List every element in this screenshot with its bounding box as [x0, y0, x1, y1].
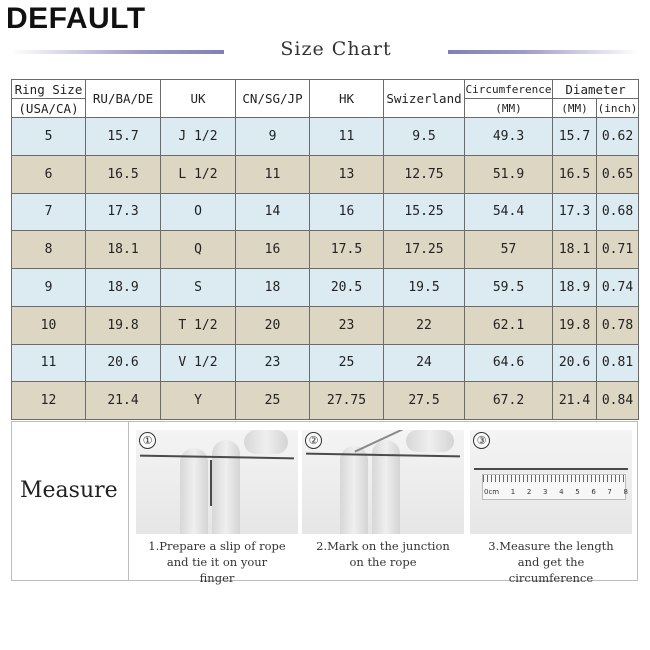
- step-3-number: ③: [473, 432, 490, 449]
- ruler-label: 0cm: [484, 488, 500, 496]
- brand-logo-text: DEFAULT: [6, 2, 146, 35]
- table-cell: 20: [236, 306, 310, 344]
- step-2-caption-line-1: 2.Mark on the junction: [316, 539, 450, 553]
- table-cell: 25: [310, 344, 384, 382]
- header-switzerland: Swizerland: [384, 80, 465, 118]
- header-ru: RU/BA/DE: [86, 80, 161, 118]
- table-cell: 19.8: [553, 306, 597, 344]
- finger-top: [244, 430, 288, 454]
- table-cell: 11: [310, 118, 384, 156]
- table-cell: 21.4: [553, 382, 597, 420]
- table-cell: 18.9: [86, 269, 161, 307]
- table-cell: 16: [310, 193, 384, 231]
- table-cell: Q: [161, 231, 236, 269]
- finger-left: [340, 446, 368, 534]
- table-cell: 11: [12, 344, 86, 382]
- table-cell: 16: [236, 231, 310, 269]
- step-2-number: ②: [305, 432, 322, 449]
- step-3-caption-line-3: circumference: [508, 571, 594, 585]
- measure-panel: [11, 421, 638, 585]
- step-1-illustration: [136, 430, 298, 534]
- table-cell: 25: [236, 382, 310, 420]
- table-row: [12, 231, 639, 269]
- table-cell: 22: [384, 306, 465, 344]
- title-bar-right: [448, 50, 638, 54]
- table-cell: 24: [384, 344, 465, 382]
- table-cell: 5: [12, 118, 86, 156]
- table-cell: 23: [310, 306, 384, 344]
- table-cell: Y: [161, 382, 236, 420]
- table-cell: 18.9: [553, 269, 597, 307]
- step-3-caption-line-1: 3.Measure the length: [488, 539, 614, 553]
- ruler-label: 6: [591, 488, 596, 496]
- table-cell: 67.2: [465, 382, 553, 420]
- table-cell: 0.71: [597, 231, 639, 269]
- step-3-caption-line-2: and get the: [517, 555, 585, 569]
- step-3-illustration: [470, 430, 632, 534]
- table-cell: 12.75: [384, 155, 465, 193]
- size-chart-body: [12, 118, 639, 420]
- table-cell: 23: [236, 344, 310, 382]
- table-cell: 18.1: [86, 231, 161, 269]
- ruler-label: 7: [607, 488, 612, 496]
- table-cell: 20.6: [553, 344, 597, 382]
- table-cell: J 1/2: [161, 118, 236, 156]
- step-1-caption: [132, 538, 302, 586]
- table-cell: 0.68: [597, 193, 639, 231]
- table-cell: 8: [12, 231, 86, 269]
- table-cell: 7: [12, 193, 86, 231]
- title-bar-left: [12, 50, 224, 54]
- table-cell: L 1/2: [161, 155, 236, 193]
- table-row: [12, 155, 639, 193]
- table-row: [12, 306, 639, 344]
- table-cell: 51.9: [465, 155, 553, 193]
- table-cell: 15.25: [384, 193, 465, 231]
- table-row: [12, 344, 639, 382]
- table-cell: 9.5: [384, 118, 465, 156]
- header-hk: HK: [310, 80, 384, 118]
- ruler-label: 1: [510, 488, 516, 496]
- table-cell: 20.6: [86, 344, 161, 382]
- table-cell: 0.81: [597, 344, 639, 382]
- table-cell: 0.65: [597, 155, 639, 193]
- table-cell: 6: [12, 155, 86, 193]
- header-diameter: Diameter: [553, 80, 639, 99]
- ruler-label: 8: [623, 488, 628, 496]
- header-uk: UK: [161, 80, 236, 118]
- step-1-number: ①: [139, 432, 156, 449]
- table-cell: 27.5: [384, 382, 465, 420]
- table-cell: 17.3: [86, 193, 161, 231]
- table-row: [12, 118, 639, 156]
- step-2-caption-line-2: on the rope: [349, 555, 417, 569]
- table-cell: 9: [12, 269, 86, 307]
- table-cell: 18: [236, 269, 310, 307]
- rope-line: [474, 468, 628, 470]
- table-cell: 27.75: [310, 382, 384, 420]
- table-row: [12, 193, 639, 231]
- ruler-label: 5: [575, 488, 580, 496]
- table-cell: V 1/2: [161, 344, 236, 382]
- step-1-caption-line-3: finger: [199, 571, 235, 585]
- table-cell: 20.5: [310, 269, 384, 307]
- table-cell: 59.5: [465, 269, 553, 307]
- rope-tie: [210, 460, 212, 506]
- ruler-label: 4: [559, 488, 564, 496]
- table-cell: 0.84: [597, 382, 639, 420]
- step-1-caption-line-2: and tie it on your: [166, 555, 268, 569]
- header-cn: CN/SG/JP: [236, 80, 310, 118]
- measure-label: Measure: [20, 478, 118, 503]
- table-cell: 49.3: [465, 118, 553, 156]
- finger-top: [406, 430, 454, 452]
- table-cell: 17.3: [553, 193, 597, 231]
- table-cell: 17.5: [310, 231, 384, 269]
- table-cell: 10: [12, 306, 86, 344]
- table-cell: 0.62: [597, 118, 639, 156]
- header-circumference: Circumference: [465, 80, 553, 99]
- ruler-label: 3: [542, 488, 548, 496]
- table-cell: 21.4: [86, 382, 161, 420]
- page-title: Size Chart: [280, 38, 392, 60]
- table-cell: 62.1: [465, 306, 553, 344]
- table-cell: 64.6: [465, 344, 553, 382]
- finger-right: [212, 440, 240, 534]
- table-cell: 18.1: [553, 231, 597, 269]
- table-cell: 16.5: [86, 155, 161, 193]
- finger-left: [180, 448, 208, 534]
- table-cell: O: [161, 193, 236, 231]
- step-1-caption-line-1: 1.Prepare a slip of rope: [148, 539, 286, 553]
- step-3-caption: [466, 538, 636, 586]
- table-cell: 12: [12, 382, 86, 420]
- table-cell: 9: [236, 118, 310, 156]
- measure-divider: [128, 422, 129, 580]
- table-cell: 15.7: [86, 118, 161, 156]
- table-cell: 13: [310, 155, 384, 193]
- table-cell: 0.78: [597, 306, 639, 344]
- table-cell: 15.7: [553, 118, 597, 156]
- table-row: [12, 269, 639, 307]
- header-ring-size: Ring Size: [12, 80, 86, 99]
- table-cell: T 1/2: [161, 306, 236, 344]
- ruler-labels: [484, 488, 628, 496]
- table-cell: 0.74: [597, 269, 639, 307]
- size-chart-table: [11, 79, 639, 420]
- step-2-illustration: [302, 430, 464, 534]
- step-2-caption: [298, 538, 468, 570]
- table-cell: 57: [465, 231, 553, 269]
- table-cell: 19.5: [384, 269, 465, 307]
- table-cell: 16.5: [553, 155, 597, 193]
- header-ring-size-unit: (USA/CA): [12, 99, 86, 118]
- table-cell: 54.4: [465, 193, 553, 231]
- table-cell: 14: [236, 193, 310, 231]
- header-circumference-unit: (MM): [465, 99, 553, 118]
- table-cell: 19.8: [86, 306, 161, 344]
- table-cell: 11: [236, 155, 310, 193]
- header-diameter-inch: (inch): [597, 99, 639, 118]
- table-cell: S: [161, 269, 236, 307]
- header-diameter-mm: (MM): [553, 99, 597, 118]
- table-row: [12, 382, 639, 420]
- ruler-label: 2: [526, 488, 532, 496]
- ruler-icon: [482, 474, 626, 500]
- table-cell: 17.25: [384, 231, 465, 269]
